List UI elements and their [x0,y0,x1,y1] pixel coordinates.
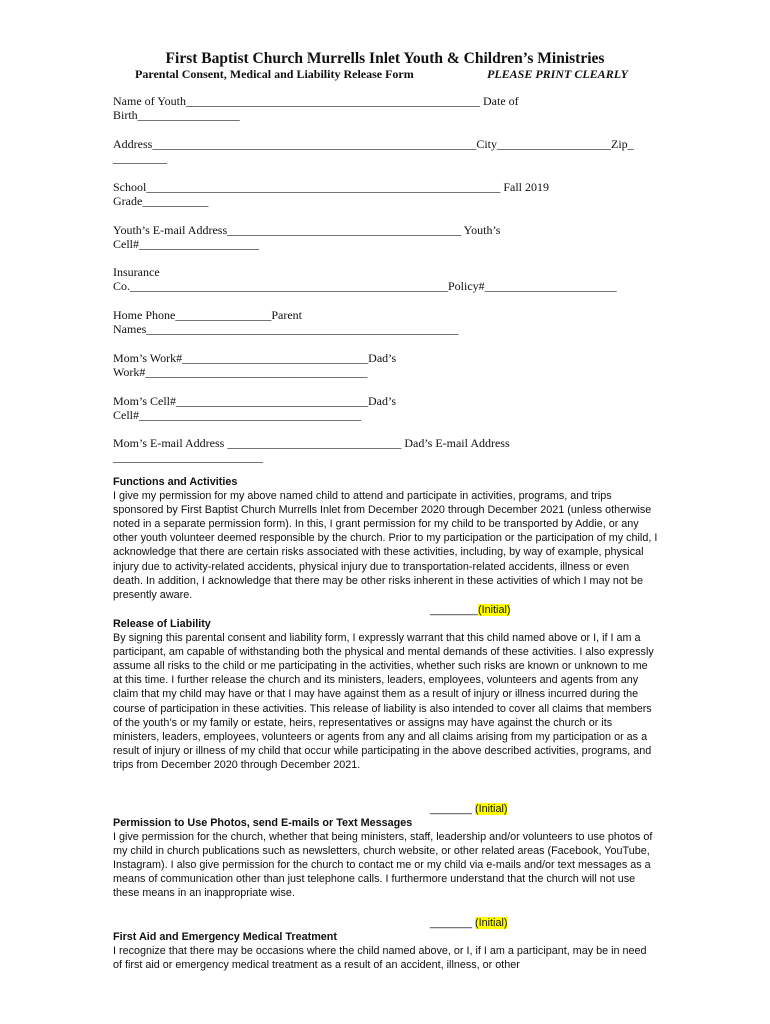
photos-communication-section [113,816,658,901]
form-subtitle: Parental Consent, Medical and Liability Release Form [135,67,414,81]
work-phones-field[interactable]: Mom’s Work#_______________________________Dad’s Work#_____________________________________ [113,351,397,379]
section-heading: Permission to Use Photos, send E-mails or Text Messages [113,817,413,829]
initial-label: (Initial) [478,604,511,616]
insurance-policy-field[interactable]: Insurance Co._____________________________________________________Policy#______________________ [113,265,617,293]
section-body: I give permission for the church, whether that being ministers, staff, leadership and/or volunteers to use photos of my child in church publications such as newsletters, church website, or other related areas (Facebook, YouTube, Instagram). I also give permission for the church to contact me or my child via e-mails and/or text messages as a means of communication other than just telephone calls. I furthermore understand that the church will not use these means in an inappropriate wise. [113,831,653,900]
form-title: First Baptist Church Murrells Inlet Youth & Children’s Ministries [165,50,605,67]
print-clearly-note: PLEASE PRINT CLEARLY [487,67,628,81]
release-liability-section [113,617,658,772]
section-body: By signing this parental consent and liability form, I expressly warrant that this child named above or I, if I am a participant, am capable of withstanding both the physical and mental demands of these activities. I also expressly assume all risks to the child or me participating in the activities, whether such risks are known or unknown to me at this time. I further release the church and its ministers, leaders, employees, volunteers and agents from any claim that my child may have or that I may have against them as a result of injury or illness incurred during the course of participation in these activities. This release of liability is also intended to cover all claims that members of the youth’s or my family or estate, heirs, representatives or assigns may have against the church or its ministers, leaders, employees, volunteers or agents from any and all claims arising from my participation or as a result of injury or illness of my child that occur while participating in the above described activities, programs, and trips from December 2020 through December 2021. [113,632,654,771]
address-city-zip-field[interactable]: Address______________________________________________________City___________________Zip_ _________ [113,137,634,165]
liability-initial-field[interactable]: _______ (Initial) [430,803,508,815]
section-body: I give my permission for my above named child to attend and participate in activities, programs, and trips sponsored by First Baptist Church Murrells Inlet from December 2020 through December 2021 (unless otherwise noted in a separate permission form). In this, I grant permission for my child to be transported by Addie, or any other youth volunteer deemed responsible by the church. Prior to my participation or the participation of my child, I acknowledge that there are certain risks associated with these activities, including, by way of example, physical injury due to activity-related accidents, physical injury due to transportation-related accidents, illness or even death. In addition, I acknowledge that there may be other risks inherent in these activities of which I may not be presently aware. [113,490,658,601]
youth-name-dob-field[interactable]: Name of Youth_________________________________________________ Date of Birth_________________ [113,94,519,122]
youth-email-cell-field[interactable]: Youth’s E-mail Address_______________________________________ Youth’s Cell#____________________ [113,223,501,251]
initial-label: (Initial) [475,803,508,815]
section-body: I recognize that there may be occasions where the child named above, or I, if I am a participant, may be in need of first aid or emergency medical treatment as a result of an accident, illness, or other [113,945,647,972]
initial-label: (Initial) [475,917,508,929]
home-phone-parent-names-field[interactable]: Home Phone________________Parent Names____________________________________________________ [113,308,459,336]
school-grade-field[interactable]: School___________________________________________________________ Fall 2019 Grade___________ [113,180,550,208]
section-heading: First Aid and Emergency Medical Treatment [113,931,337,943]
section-heading: Release of Liability [113,618,211,630]
first-aid-section [113,930,658,972]
functions-activities-section [113,475,658,602]
functions-initial-field[interactable]: ________(Initial) [430,604,511,616]
photos-initial-field[interactable]: _______ (Initial) [430,917,508,929]
section-heading: Functions and Activities [113,476,238,488]
parent-email-field[interactable]: Mom’s E-mail Address _____________________________ Dad’s E-mail Address _________________________ [113,436,510,464]
cell-phones-field[interactable]: Mom’s Cell#________________________________Dad’s Cell#_____________________________________ [113,394,397,422]
